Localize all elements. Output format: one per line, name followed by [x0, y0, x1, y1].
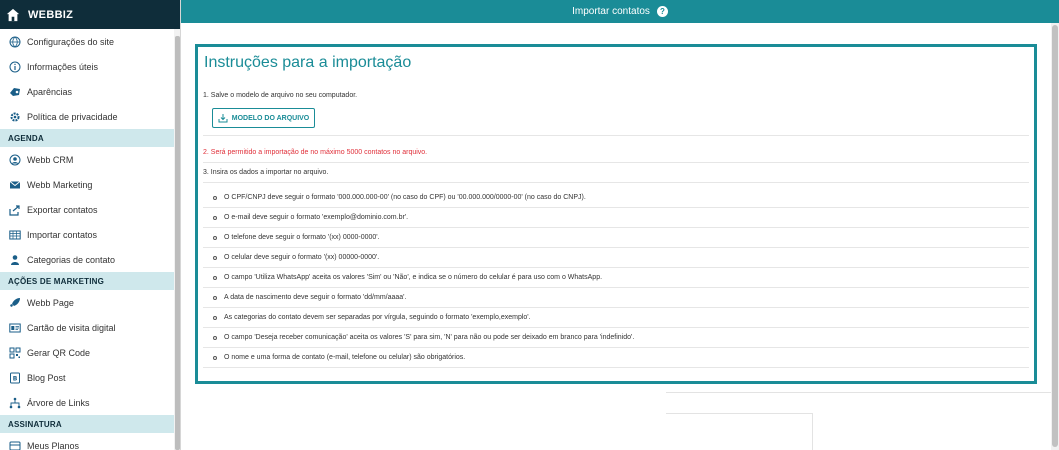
sidebar-item-arvore[interactable] — [0, 390, 180, 415]
rule-item — [203, 188, 1029, 208]
limit-warning — [203, 143, 1029, 163]
qr-icon — [9, 347, 21, 359]
export-icon — [9, 204, 21, 216]
sidebar-item-label: Importar contatos — [27, 229, 98, 240]
sidebar-item-label: Exportar contatos — [27, 204, 98, 215]
section-agenda: AGENDA — [0, 129, 180, 147]
panel-title: Instruções para a importação — [204, 54, 412, 71]
help-icon[interactable]: ? — [657, 6, 668, 17]
sidebar — [0, 0, 181, 450]
bullet-icon — [213, 216, 217, 220]
brand-header[interactable] — [0, 0, 180, 29]
rule-text: As categorias do contato devem ser separadas por vírgula, seguindo o formato 'exemplo,exemplo'. — [224, 314, 531, 321]
sidebar-item-meus-planos[interactable] — [0, 433, 180, 450]
sidebar-item-label: Webb Page — [27, 297, 74, 308]
rule-text: A data de nascimento deve seguir o formato 'dd/mm/aaaa'. — [224, 294, 407, 301]
bullet-icon — [213, 356, 217, 360]
sidebar-item-label: Gerar QR Code — [27, 347, 91, 358]
sidebar-item-cartao[interactable] — [0, 315, 180, 340]
rule-item — [203, 248, 1029, 268]
tree-icon — [9, 397, 21, 409]
sidebar-item-label: Política de privacidade — [27, 111, 118, 122]
divider — [812, 413, 813, 450]
sidebar-item-label: Informações úteis — [27, 61, 99, 72]
bullet-icon — [213, 196, 217, 200]
rule-item — [203, 288, 1029, 308]
divider — [203, 135, 1029, 136]
rule-text: O nome e uma forma de contato (e-mail, telefone ou celular) são obrigatórios. — [224, 354, 466, 361]
brand-name: WEBBIZ — [28, 8, 74, 21]
sidebar-item-exportar[interactable] — [0, 197, 180, 222]
rule-text: O e-mail deve seguir o formato 'exemplo@dominio.com.br'. — [224, 214, 409, 221]
bullet-icon — [213, 276, 217, 280]
sidebar-item-blog[interactable] — [0, 365, 180, 390]
rule-text: O celular deve seguir o formato '(xx) 00000-0000'. — [224, 254, 380, 261]
download-icon — [218, 113, 228, 123]
info-icon — [9, 61, 21, 73]
limit-warning-text: 2. Será permitido a importação de no máximo 5000 contatos no arquivo. — [203, 149, 428, 156]
step-1-text: 1. Salve o modelo de arquivo no seu computador. — [203, 91, 358, 99]
section-assinatura: ASSINATURA — [0, 415, 180, 433]
section-marketing: AÇÕES DE MARKETING — [0, 272, 180, 290]
sidebar-item-label: Blog Post — [27, 372, 66, 383]
divider — [666, 392, 1056, 393]
divider — [666, 413, 813, 414]
sidebar-item-label: Webb Marketing — [27, 179, 93, 190]
rule-item — [203, 308, 1029, 328]
step-3 — [203, 163, 1029, 183]
main-content — [181, 23, 1059, 450]
sidebar-item-informacoes[interactable] — [0, 54, 180, 79]
rule-item — [203, 348, 1029, 368]
person-icon — [9, 254, 21, 266]
step-3-text: 3. Insira os dados a importar no arquivo. — [203, 169, 329, 176]
user-circle-icon — [9, 154, 21, 166]
sidebar-item-webb-crm[interactable] — [0, 147, 180, 172]
sidebar-item-label: Árvore de Links — [27, 397, 90, 408]
bullet-icon — [213, 336, 217, 340]
palette-icon — [9, 86, 21, 98]
step-1 — [203, 85, 1029, 105]
sidebar-item-label: Cartão de visita digital — [27, 322, 116, 333]
sidebar-item-label: Categorias de contato — [27, 254, 116, 265]
import-instructions-panel — [195, 44, 1037, 384]
sidebar-item-label: Aparências — [27, 86, 73, 97]
blog-icon — [9, 372, 21, 384]
download-model-label: MODELO DO ARQUIVO — [231, 114, 310, 122]
bullet-icon — [213, 256, 217, 260]
rule-item — [203, 208, 1029, 228]
sidebar-item-qr[interactable] — [0, 340, 180, 365]
rule-text: O CPF/CNPJ deve seguir o formato '000.000.000-00' (no caso do CPF) ou '00.000.000/0000-00' (no caso do CNPJ). — [224, 194, 586, 201]
bullet-icon — [213, 296, 217, 300]
sidebar-item-configuracoes[interactable] — [0, 29, 180, 54]
gear-icon — [9, 111, 21, 123]
rule-text: O telefone deve seguir o formato '(xx) 0000-0000'. — [224, 234, 380, 241]
bullet-icon — [213, 316, 217, 320]
sidebar-item-label: Meus Planos — [27, 440, 80, 450]
top-bar — [181, 0, 1059, 23]
sidebar-item-aparencias[interactable] — [0, 79, 180, 104]
rule-item — [203, 328, 1029, 348]
sidebar-item-label: Webb CRM — [27, 154, 74, 165]
home-icon — [6, 8, 20, 22]
rule-text: O campo 'Deseja receber comunicação' aceita os valores 'S' para sim, 'N' para não ou pode ser deixado em branco para 'indefinido'. — [224, 334, 635, 341]
sidebar-scrollbar[interactable] — [175, 36, 180, 450]
card-icon — [9, 322, 21, 334]
sidebar-item-importar[interactable] — [0, 222, 180, 247]
rule-item — [203, 268, 1029, 288]
sidebar-item-label: Configurações do site — [27, 36, 115, 47]
sidebar-item-categorias[interactable] — [0, 247, 180, 272]
globe-gear-icon — [9, 36, 21, 48]
rocket-icon — [9, 297, 21, 309]
rule-text: O campo 'Utiliza WhatsApp' aceita os valores 'Sim' ou 'Não', e indica se o número do celular é para uso com o WhatsApp. — [224, 274, 603, 281]
page-title: Importar contatos — [572, 6, 650, 17]
table-icon — [9, 229, 21, 241]
bullet-icon — [213, 236, 217, 240]
sidebar-item-webb-marketing[interactable] — [0, 172, 180, 197]
sidebar-item-webb-page[interactable] — [0, 290, 180, 315]
svg-text:B: B — [12, 375, 18, 382]
page-scrollbar[interactable] — [1051, 23, 1059, 450]
plans-icon — [9, 440, 21, 450]
page-scroll-thumb[interactable] — [1052, 25, 1058, 447]
rule-item — [203, 228, 1029, 248]
download-model-button[interactable] — [212, 108, 315, 128]
envelope-icon — [9, 179, 21, 191]
sidebar-item-politica[interactable] — [0, 104, 180, 129]
